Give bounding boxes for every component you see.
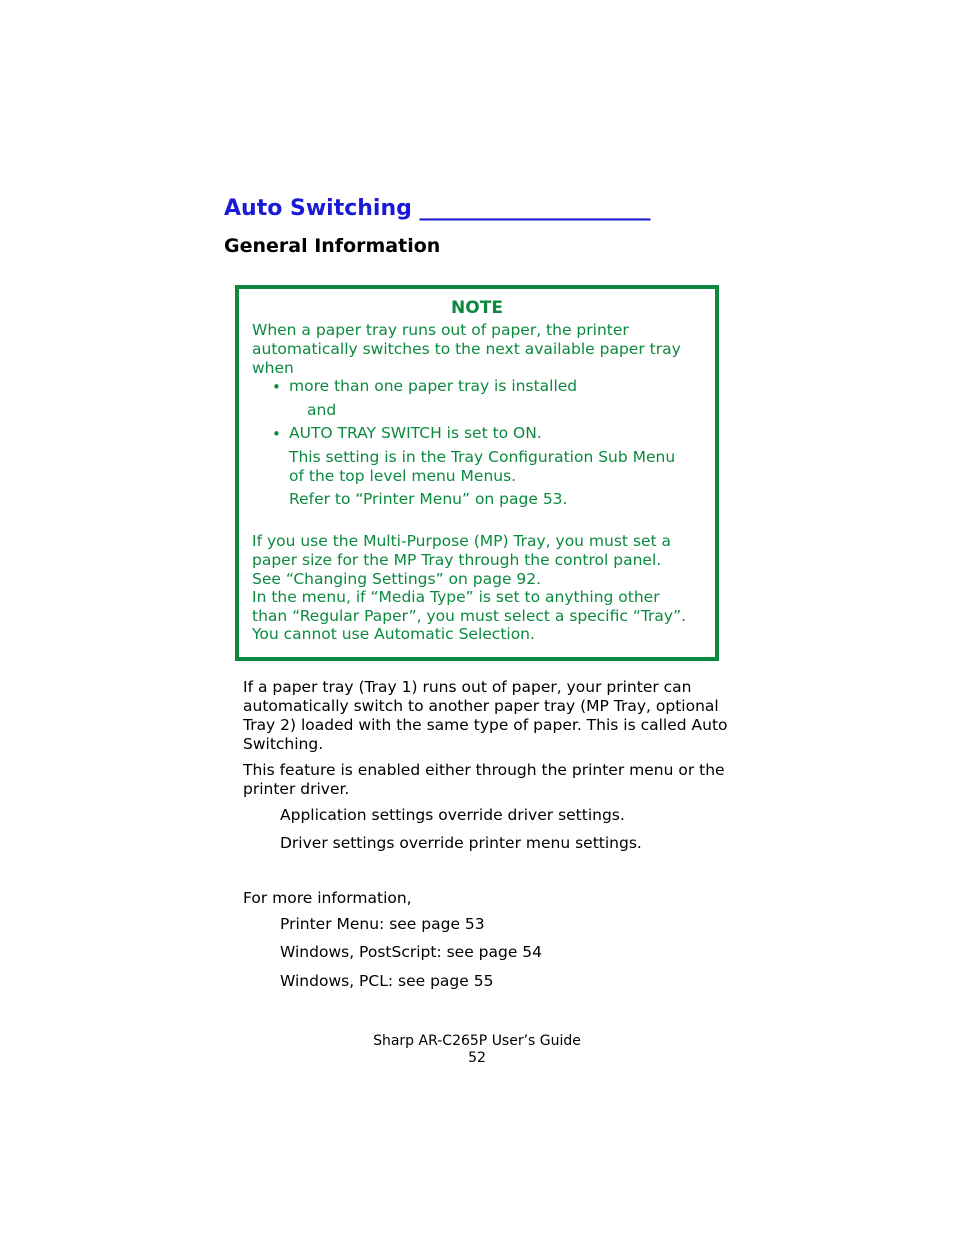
para2-line: This feature is enabled either through the printer menu or the (243, 761, 725, 779)
override-driver: Driver settings override printer menu settings. (280, 834, 642, 852)
bullet-icon: • (272, 378, 281, 396)
para1-line: Tray 2) loaded with the same type of paper. This is called Auto (243, 716, 728, 734)
ref-windows-postscript: Windows, PostScript: see page 54 (280, 943, 543, 961)
section-title (224, 196, 651, 221)
note-bullet-installed: more than one paper tray is installed (289, 377, 578, 395)
note-setting-line: This setting is in the Tray Configuration Sub Menu (289, 448, 676, 466)
section-title-text: Auto Switching (224, 196, 412, 221)
note-mp-line: If you use the Multi-Purpose (MP) Tray, you must set a (252, 532, 672, 550)
note-refer: Refer to “Printer Menu” on page 53. (289, 490, 568, 508)
note-intro-line: When a paper tray runs out of paper, the printer (252, 321, 629, 339)
override-application: Application settings override driver settings. (280, 806, 625, 824)
para1-line: automatically switch to another paper tray (MP Tray, optional (243, 697, 719, 715)
footer-guide: Sharp AR-C265P User’s Guide (373, 1033, 581, 1049)
ref-windows-pcl: Windows, PCL: see page 55 (280, 972, 494, 990)
note-mp-line: paper size for the MP Tray through the control panel. (252, 551, 662, 569)
section-title-rule: _____________________ (419, 196, 651, 221)
note-intro-line: automatically switches to the next available paper tray (252, 340, 681, 358)
note-setting-line: of the top level menu Menus. (289, 467, 517, 485)
para1-line: If a paper tray (Tray 1) runs out of paper, your printer can (243, 678, 692, 696)
note-mp-line: See “Changing Settings” on page 92. (252, 570, 542, 588)
para1-line: Switching. (243, 735, 324, 753)
ref-printer-menu: Printer Menu: see page 53 (280, 915, 485, 933)
note-mp-line: You cannot use Automatic Selection. (252, 625, 535, 643)
subsection-title: General Information (224, 235, 441, 257)
note-box (235, 285, 719, 661)
note-mp-line: than “Regular Paper”, you must select a specific “Tray”. (252, 607, 687, 625)
note-and: and (307, 401, 337, 419)
note-heading: NOTE (451, 298, 503, 318)
note-intro-line: when (252, 359, 294, 377)
more-info: For more information, (243, 889, 412, 907)
note-bullet-switch: AUTO TRAY SWITCH is set to ON. (289, 424, 542, 442)
footer-page-number: 52 (468, 1050, 486, 1066)
para2-line: printer driver. (243, 780, 350, 798)
note-mp-line: In the menu, if “Media Type” is set to anything other (252, 588, 660, 606)
bullet-icon: • (272, 425, 281, 443)
